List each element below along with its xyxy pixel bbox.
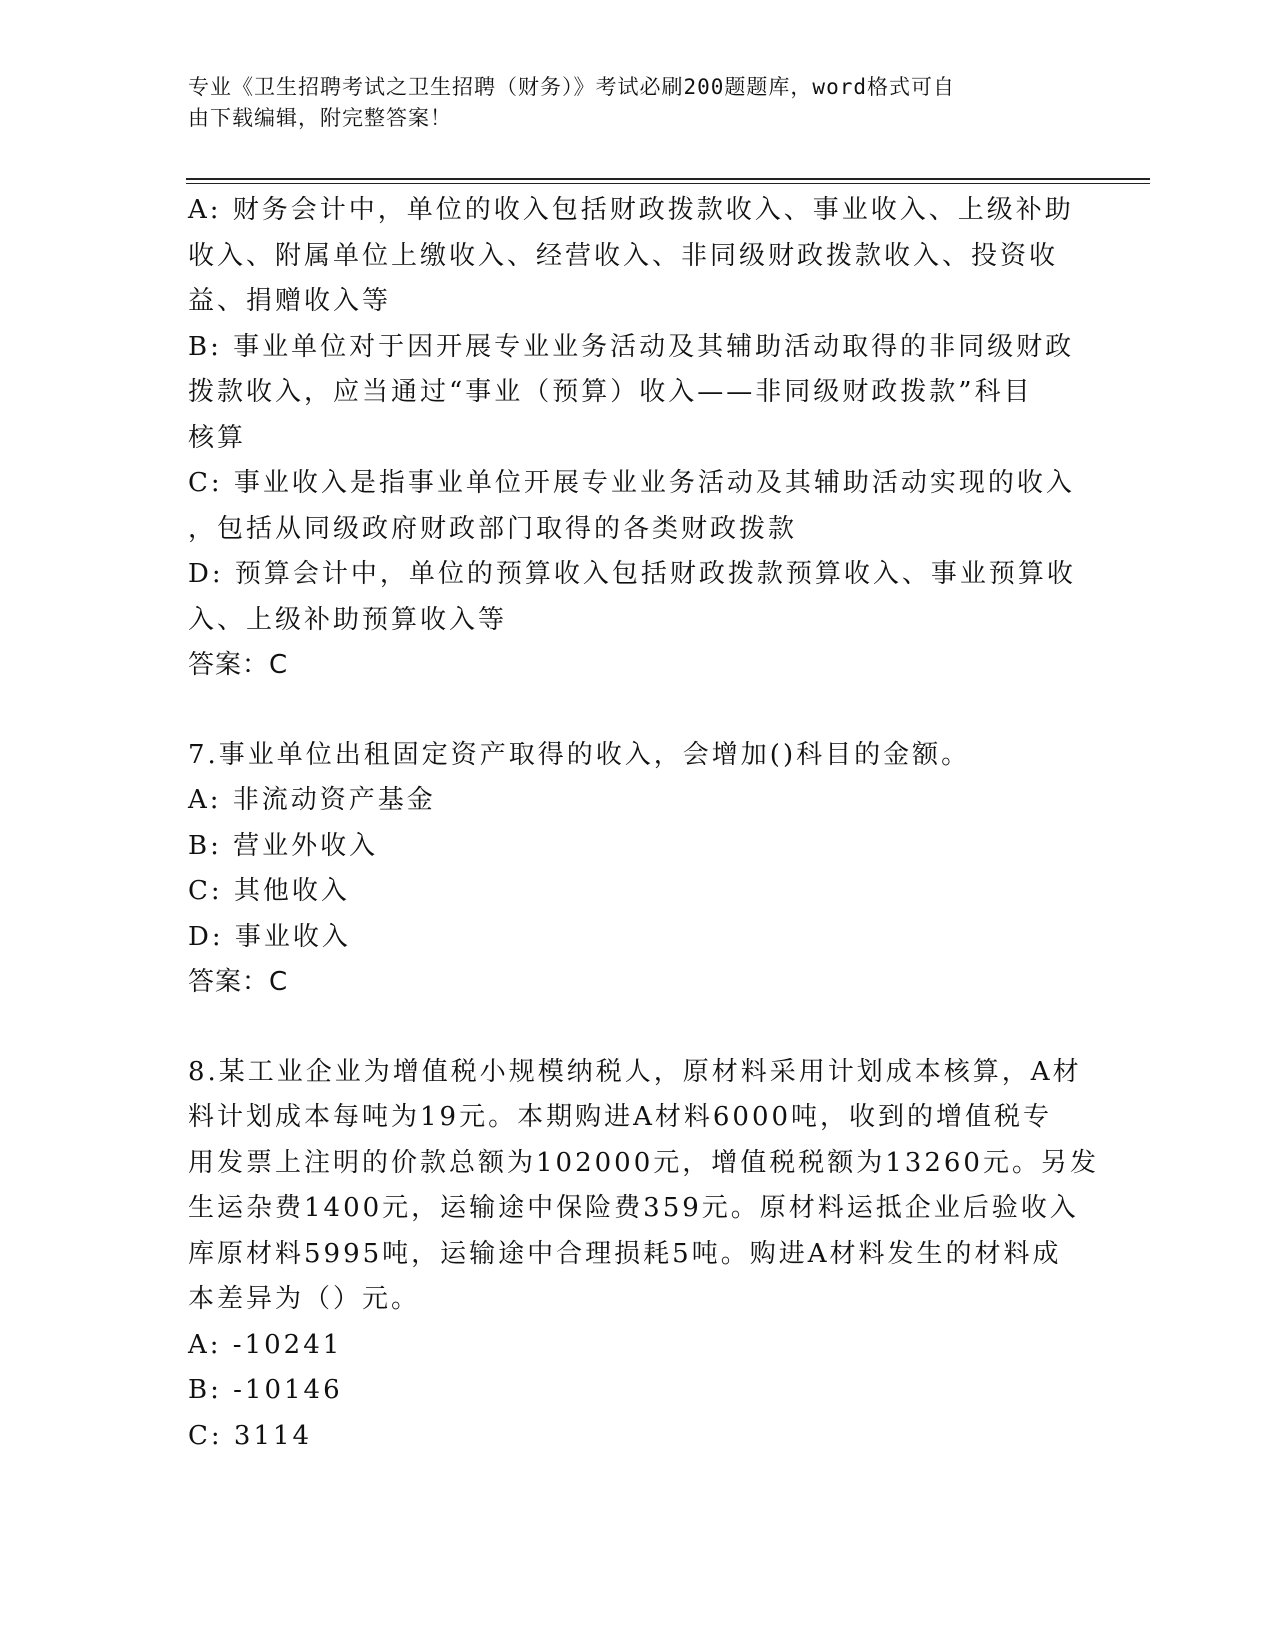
text-line: C: 事业收入是指事业单位开展专业业务活动及其辅助活动实现的收入 [188,468,1075,498]
q8-option-a: A: -10241 [188,1329,343,1360]
q6-answer: 答案：C [188,650,289,680]
spacer [188,1006,1078,1050]
q8-stem [188,1050,1099,1323]
text-line: 料计划成本每吨为19元。本期购进A材料6000吨，收到的增值税专 [188,1102,1053,1132]
question-8 [188,1050,1099,1460]
q6-option-b [188,325,1078,462]
header-divider-thin [186,183,1150,184]
text-line: 库原材料5995吨，运输途中合理损耗5吨。购进A材料发生的材料成 [188,1238,1062,1269]
q6-option-c [188,461,1078,552]
header-line-1: 专业《卫生招聘考试之卫生招聘（财务）》考试必刷200题题库，word格式可自 [188,75,955,99]
text-line: 入、上级补助预算收入等 [188,604,508,635]
q7-option-c: C: 其他收入 [188,876,350,906]
q6-option-d [188,552,1078,643]
document-body [188,188,1099,1459]
text-line: D: 预算会计中，单位的预算收入包括财政拨款预算收入、事业预算收 [188,559,1076,589]
text-line: 用发票上注明的价款总额为102000元，增值税税额为13260元。另发 [188,1147,1099,1178]
text-line: 收入、附属单位上缴收入、经营收入、非同级财政拨款收入、投资收 [188,240,1059,271]
text-line: B: 事业单位对于因开展专业业务活动及其辅助活动取得的非同级财政 [188,331,1075,362]
text-line: ，包括从同级政府财政部门取得的各类财政拨款 [188,513,798,544]
text-line: 本差异为（）元。 [188,1284,421,1314]
question-6 [188,188,1078,689]
q8-option-b: B: -10146 [188,1375,343,1405]
text-line: 核算 [188,422,247,453]
text-line: 8.某工业企业为增值税小规模纳税人，原材料采用计划成本核算，A材 [188,1056,1082,1087]
q7-stem: 7.事业单位出租固定资产取得的收入，会增加()科目的金额。 [188,739,971,770]
text-line: 拨款收入，应当通过“事业（预算）收入——非同级财政拨款”科目 [188,377,1033,407]
q8-option-c: C: 3114 [188,1420,313,1451]
document-header [188,72,1068,134]
q7-option-b: B: 营业外收入 [188,830,379,861]
q7-option-d: D: 事业收入 [188,921,351,952]
text-line: 生运杂费1400元，运输途中保险费359元。原材料运抵企业后验收入 [188,1193,1079,1223]
q7-answer: 答案：C [188,967,289,997]
header-divider-thick [186,178,1150,180]
header-line-2: 由下载编辑，附完整答案！ [188,106,452,130]
text-line: 益、捐赠收入等 [188,286,392,316]
question-7 [188,733,1078,1006]
text-line: A: 财务会计中，单位的收入包括财政拨款收入、事业收入、上级补助 [188,195,1074,225]
q6-option-a [188,188,1078,325]
q7-option-a: A: 非流动资产基金 [188,785,436,815]
spacer [188,689,1078,733]
